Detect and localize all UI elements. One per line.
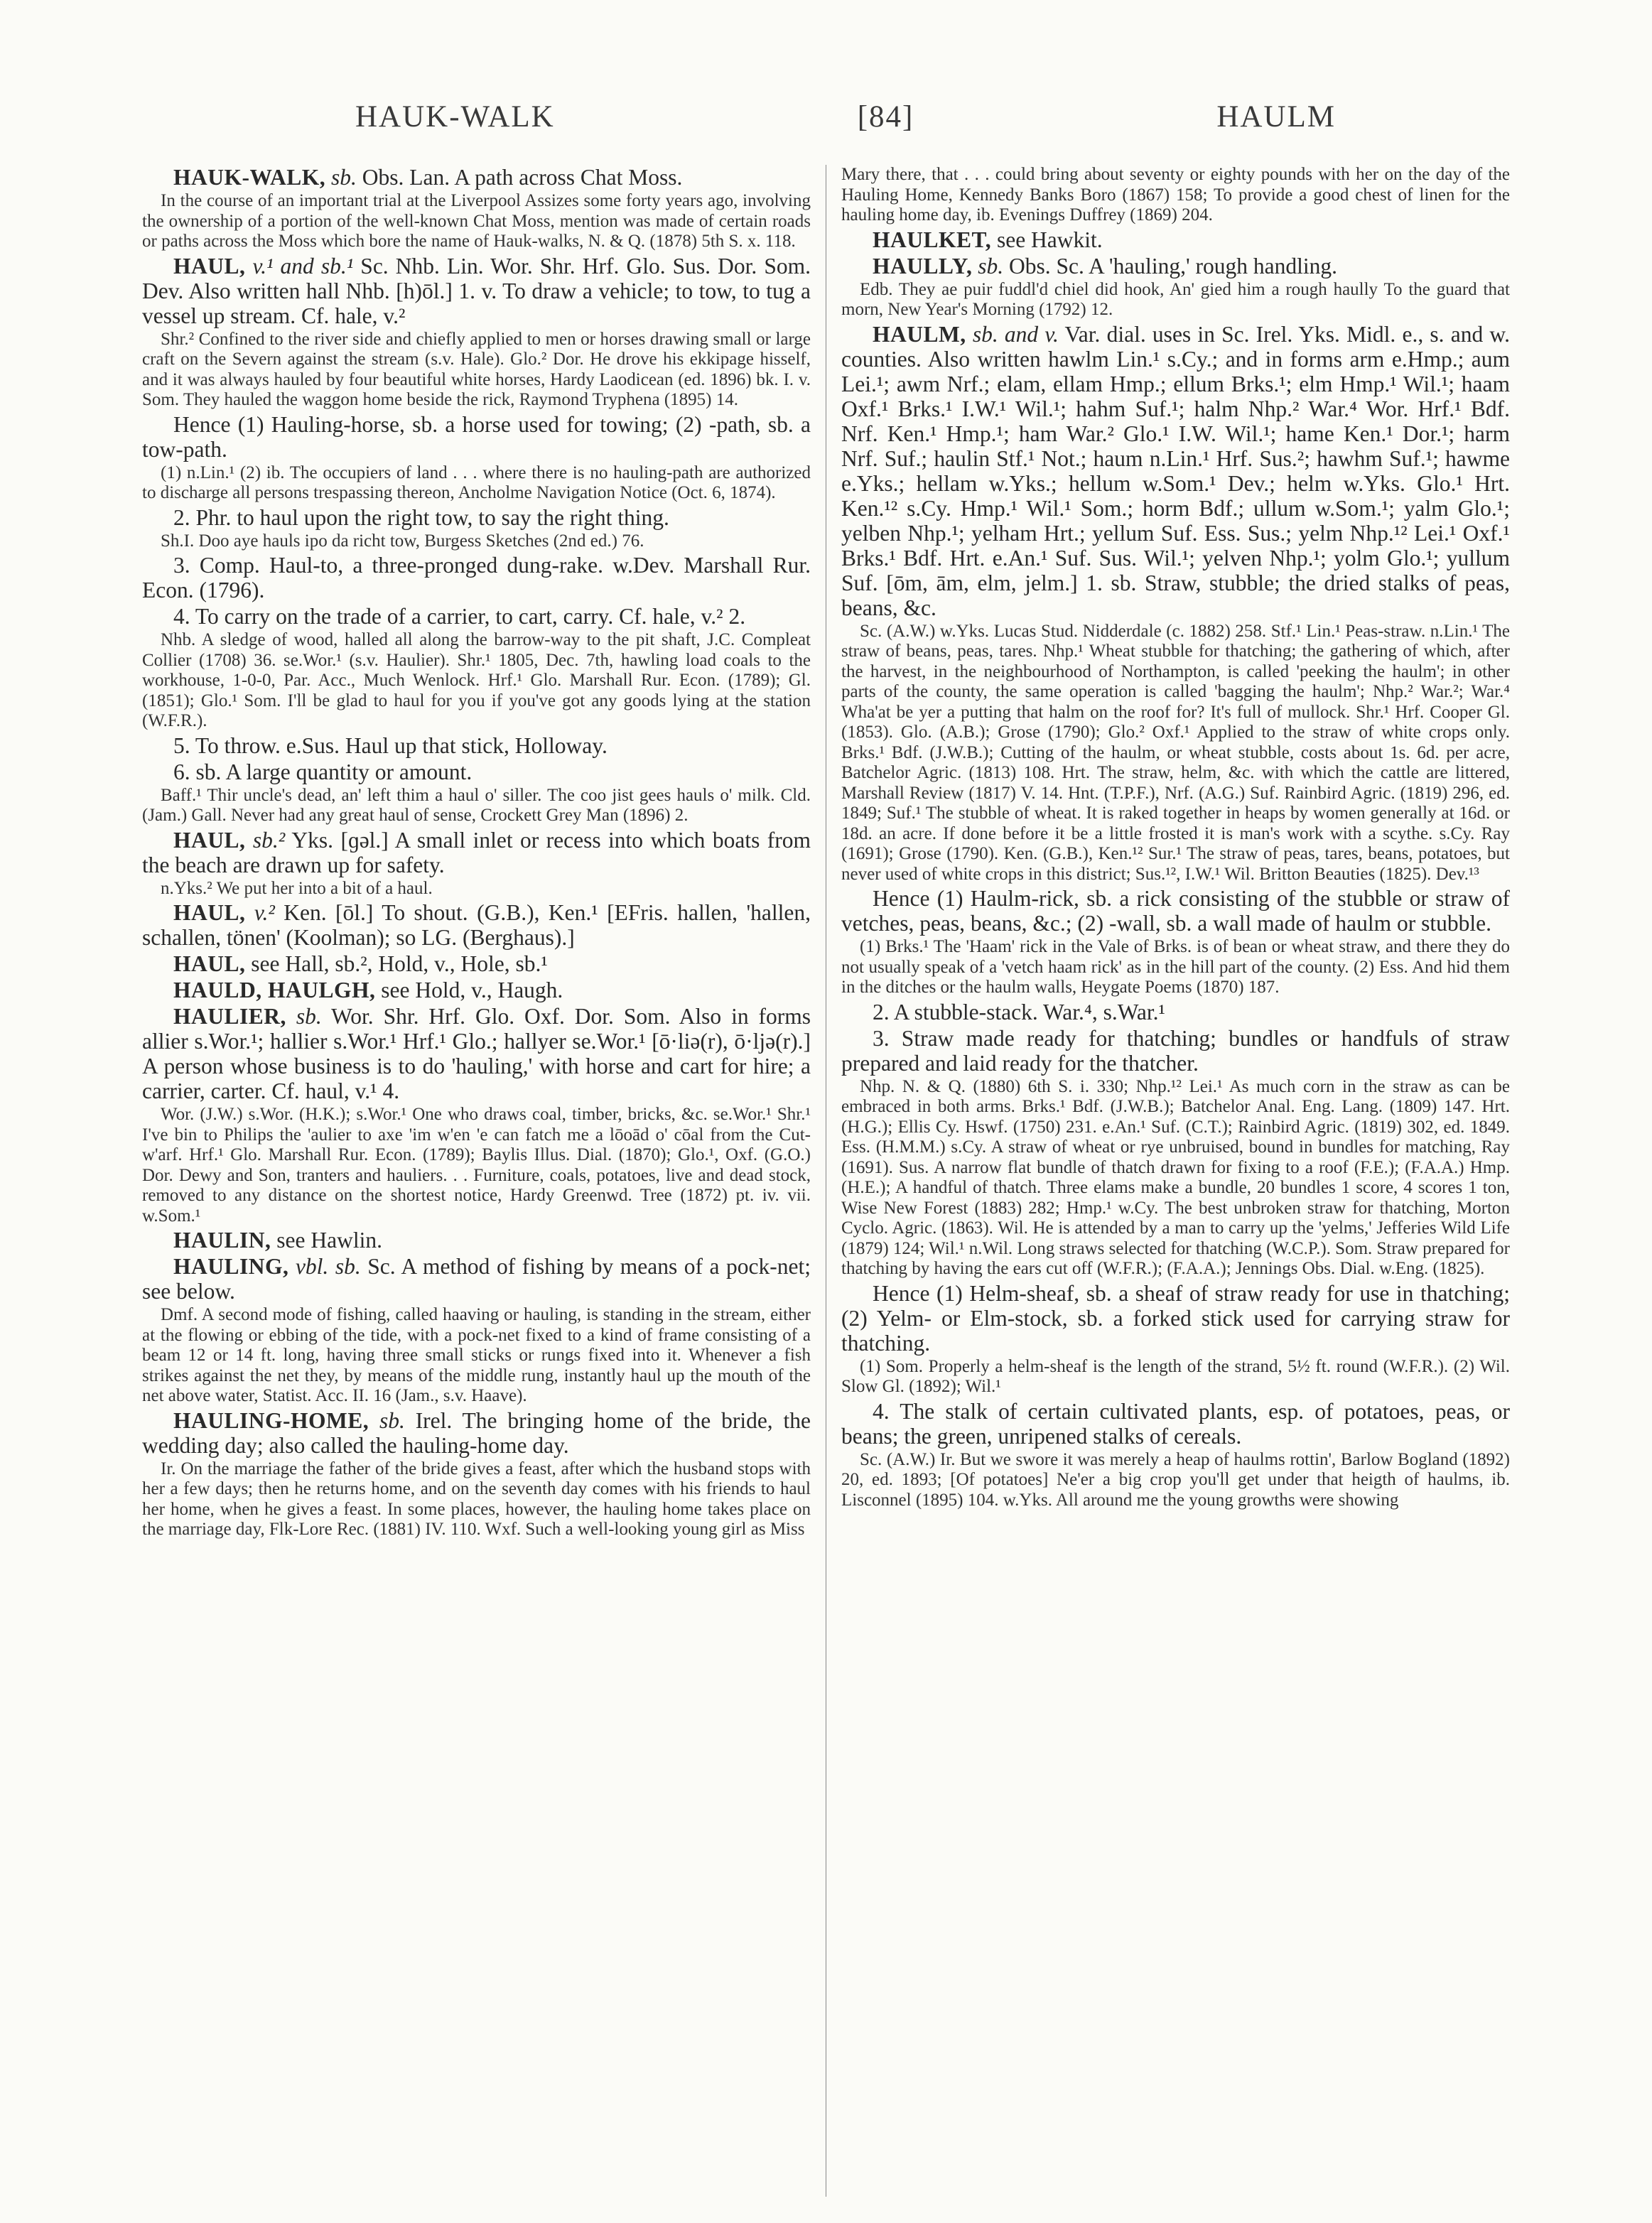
entry-definition: Obs. Lan. A path across Chat Moss. [362,165,683,190]
entry-headword: HAUL, [173,900,246,925]
page-number: [84] [857,100,914,134]
dictionary-entry [841,1000,1510,1024]
citation: Dmf. A second mode of fishing, called haaving or hauling, is standing in the stream, either at the flowing or ebbing of the tide, with a pock-net fixed to a kind of frame consisting of a beam 12 or 14 ft. long, having three small sticks or rungs fixed into it. Whenever a fish strikes against the net they, by means of the middle rung, instantly haul up the mouth of the net above water, Statist. Acc. II. 16 (Jam., s.v. Haave). [142,1305,811,1405]
entry-definition: Sc. Nhb. Lin. Wor. Shr. Hrf. Glo. Sus. Dor. Som. Dev. Also written hall Nhb. [h)ōl.] 1. v. To draw a vehicle; to tow, to tug a vessel up stream. Cf. hale, v.² [142,253,811,328]
header-right-headword: HAULM [1216,100,1336,134]
entry-definition: 4. To carry on the trade of a carrier, to cart, carry. Cf. hale, v.² 2. [173,604,746,629]
entry-part-of-speech: sb. and v. [972,321,1059,347]
left-column [142,165,811,2197]
citation: Sc. (A.W.) Ir. But we swore it was merely a heap of haulms rottin', Barlow Bogland (1892) 20, ed. 1893; [Of potatoes] Ne'er a big crop you'll get under that heigth of haulms, ib. Lisconnel (1895) 104. w.Yks. All around me the young growths were showing [841,1449,1510,1510]
entry-definition: 5. To throw. e.Sus. Haul up that stick, Holloway. [173,732,608,758]
entry-definition: Hence (1) Haulm-rick, sb. a rick consisting of the stubble or straw of vetches, peas, beans, &c.; (2) -wall, sb. a wall made of haulm or stubble. [841,886,1510,936]
dictionary-entry [841,1281,1510,1356]
entry-definition: Hence (1) Hauling-horse, sb. a horse used for towing; (2) -path, sb. a tow-path. [142,411,811,462]
entry-definition: Var. dial. uses in Sc. Irel. Yks. Midl. e., s. and w. counties. Also written hawlm Lin.¹ s.Cy.; and in forms arm e.Hmp.; aum Lei.¹; awm Nrf.; elam, ellam Hmp.; ellum Brks.¹; elm Hmp.¹ Wil.¹; haam Oxf.¹ Brks.¹ I.W.¹ Wil.¹; hahm Suf.¹; halm Nhp.² War.⁴ Wor. Hrf.¹ Bdf. Nrf. Ken.¹ Hmp.¹; ham War.² Glo.¹ I.W. Wil.¹; hame Ken.¹ Dor.¹; harm Nrf. Suf.; haulin Stf.¹ Not.; haum n.Lin.¹ Hrf. Sus.²; hawhm Suf.¹; hawme e.Yks.; hellam w.Yks.; hellum w.Som.¹ Dev.; helm w.Yks. Glo.¹ Hrt. Ken.¹² s.Cy. Hmp.¹ Wil.¹ Som.; horm Bdf.; ullum w.Som.¹; yalm Glo.¹; yelben Nhp.¹; yelham Hrt.; yellum Suf. Ess. Sus.; yelm Nhp.¹² Lei.¹ Oxf.¹ Brks.¹ Bdf. Hrt. e.An.¹ Suf. Sus. Wil.¹; yelven Nhp.¹; yolm Glo.¹; yullum Suf. [ōm, ām, elm, jelm.] 1. sb. Straw, stubble; the dried stalks of peas, beans, &c. [841,321,1510,620]
text-columns [142,165,1510,2197]
entry-headword: HAULIER, [173,1004,286,1029]
right-column [841,165,1510,2197]
entry-headword: HAUL, [173,827,246,853]
citation: Wor. (J.W.) s.Wor. (H.K.); s.Wor.¹ One who draws coal, timber, bricks, &c. se.Wor.¹ Shr.¹ I've bin to Philips the 'aulier to axe 'im w'en 'e can fatch me a lōoād o' cōal from the Cut-w'arf. Hrf.¹ Glo. Marshall Rur. Econ. (1789); Baylis Illus. Dial. (1870); Glo.¹, Oxf. (G.O.) Dor. Dewy and Son, tranters and hauliers. . . Furniture, coals, potatoes, live and dead stock, removed to any distance on the shortest notice, Hardy Greenwd. Tree (1872) pt. iv. vii. w.Som.¹ [142,1105,811,1226]
citation: Nhp. N. & Q. (1880) 6th S. i. 330; Nhp.¹² Lei.¹ As much corn in the straw as can be embraced in both arms. Brks.¹ Bdf. (J.W.B.); Batchelor Anal. Eng. Lang. (1809) 147. Hrt. (H.G.); Ellis Cy. Hswf. (1750) 231. e.An.¹ Suf. (C.T.); Rainbird Agric. (1819) 302, ed. 1849. Ess. (H.M.M.) s.Cy. A straw of wheat or rye unbruised, bound in bundles for matching, Ray (1691). Sus. A narrow flat bundle of thatch drawn for fixing to a roof (F.E.); (F.A.A.) Hmp. (H.E.); A handful of thatch. Three elams make a bundle, 20 bundles 1 score, 4 scores 1 ton, Wise New Forest (1883) 282; Hmp.¹ w.Cy. The best unbroken straw for thatching, Morton Cyclo. Agric. (1863). Wil. He is attended by a man to carry up the 'yelms,' Jefferies Wild Life (1879) 124; Wil.¹ n.Wil. Long straws selected for thatching (W.C.P.). Som. Straw prepared for thatching by having the ears cut off (W.F.R.); (F.A.A.); Jennings Obs. Dial. w.Eng. (1825). [841,1076,1510,1278]
citation: Shr.² Confined to the river side and chiefly applied to men or horses drawing small or large craft on the Severn against the stream (s.v. Hale). Glo.² Dor. He drove his ekkipage hisself, and it was always hauled by four beautiful white horses, Hardy Laodicean (ed. 1896) bk. I. v. Som. They hauled the waggon home beside the rick, Raymond Tryphena (1895) 14. [142,329,811,409]
entry-part-of-speech: v.² [254,900,275,925]
entry-definition: see Hall, sb.², Hold, v., Hole, sb.¹ [251,951,548,976]
citation: Edb. They ae puir fuddl'd chiel did hook, An' gied him a rough haully To the guard that morn, New Year's Morning (1792) 12. [841,279,1510,319]
dictionary-entry [841,886,1510,936]
entry-headword: HAULING, [173,1254,289,1279]
entry-definition: 6. sb. A large quantity or amount. [173,759,473,784]
header-left-headword: HAUK-WALK [355,100,555,134]
entry-definition: see Hawkit. [996,227,1103,252]
entry-definition: see Hold, v., Haugh. [381,978,563,1002]
citation: n.Yks.² We put her into a bit of a haul. [161,878,433,898]
entry-part-of-speech: sb. [296,1004,322,1029]
dictionary-entry [142,254,811,328]
entry-headword: HAULLY, [873,253,973,278]
entry-part-of-speech: sb. [331,165,357,190]
dictionary-entry [142,733,811,758]
entry-definition: 3. Straw made ready for thatching; bundles or handfuls of straw prepared and laid ready for the thatcher. [841,1025,1510,1076]
dictionary-entry [841,322,1510,620]
dictionary-entry [142,1254,811,1304]
entry-definition: see Hawlin. [276,1228,382,1253]
entry-definition: Ken. [ōl.] To shout. (G.B.), Ken.¹ [EFris. hallen, 'hallen, schallen, tönen' (Koolman); so LG. (Berghaus).] [142,900,811,950]
entry-definition: 2. A stubble-stack. War.⁴, s.War.¹ [873,999,1165,1024]
entry-headword: HAULKET, [873,227,992,252]
dictionary-entry [841,254,1510,278]
dictionary-entry [142,604,811,629]
citation: Sc. (A.W.) w.Yks. Lucas Stud. Nidderdale (c. 1882) 258. Stf.¹ Lin.¹ Peas-straw. n.Lin.¹ The straw of beans, peas, tares. Nhp.¹ Wheat stubble for thatching; the gathering of which, after the harvest, in the neighbourhood of Northampton, is called 'peeking the haulm'; in other parts of the county, the same operation is called 'bagging the haulm'; Nhp.² War.²; War.⁴ Wha'at be yer a putting that halm on the roof for? It's full of mullock. Shr.¹ Hrf. Cooper Gl. (1853). Glo. (A.B.); Grose (1790); Glo.² Oxf.¹ Applied to the straw of white crops only. Brks.¹ Bdf. (J.W.B.); Cutting of the haulm, or wheat stubble, costs about 1s. 6d. per acre, Batchelor Agric. (1813) 108. Hrt. The straw, helm, &c. with which the cattle are littered, Marshall Review (1817) V. 14. Hnt. (T.P.F.), Nrf. (A.G.) Suf. Rainbird Agric. (1819) 296, ed. 1849; Suf.¹ The stubble of wheat. It is raked together in heaps by women generally at 16d. or 18d. an acre. If done before it be a little frosted it is man's work with a scythe. s.Cy. Ray (1691); Grose (1790). Ken. (G.B.), Ken.¹² Sur.¹ The straw of peas, tares, beans, potatoes, but never used of white crops in this district; Sus.¹², I.W.¹ Wil. Britton Beauties (1825). Dev.¹³ [841,621,1510,884]
entry-definition: 3. Comp. Haul-to, a three-pronged dung-rake. w.Dev. Marshall Rur. Econ. (1796). [142,553,811,602]
entry-headword: HAULD, HAULGH, [173,978,376,1002]
dictionary-entry [841,1399,1510,1449]
dictionary-entry [841,227,1510,252]
entry-headword: HAULIN, [173,1228,271,1253]
dictionary-entry [142,978,811,1002]
citation: (1) Brks.¹ The 'Haam' rick in the Vale of Brks. is of bean or wheat straw, and there they do not usually speak of a 'vetch haam rick' as in the hill part of the county. (2) Ess. And hid them in the ditches or the haulm walls, Heygate Poems (1870) 187. [841,937,1510,997]
dictionary-entry [142,1408,811,1458]
entry-part-of-speech: sb. [978,253,1004,278]
dictionary-entry [142,553,811,602]
dictionary-entry [841,1026,1510,1076]
citation: Sh.I. Doo aye hauls ipo da richt tow, Burgess Sketches (2nd ed.) 76. [161,531,644,551]
entry-headword: HAULING-HOME, [173,1407,369,1433]
entry-definition: Obs. Sc. A 'hauling,' rough handling. [1009,253,1337,278]
entry-definition: Sc. A method of fishing by means of a pock-net; see below. [142,1254,811,1304]
entry-definition: Yks. [ɡəl.] A small inlet or recess into which boats from the beach are drawn up for safety. [142,827,811,877]
dictionary-entry [142,828,811,877]
entry-definition: 2. Phr. to haul upon the right tow, to say the right thing. [173,504,669,530]
citation: Baff.¹ Thir uncle's dead, an' left thim a haul o' siller. The coo jist gees hauls o' milk. Cld. (Jam.) Gall. Never had any great haul of sense, Crockett Grey Man (1896) 2. [142,785,811,825]
dictionary-entry [142,1004,811,1103]
entry-definition: Irel. The bringing home of the bride, the wedding day; also called the hauling-home day. [142,1407,811,1458]
citation: Nhb. A sledge of wood, halled all along the barrow-way to the pit shaft, J.C. Compleat Collier (1708) 36. se.Wor.¹ (s.v. Haulier). Shr.¹ 1805, Dec. 7th, hawling load coals to the workhouse, 1-0-0, Par. Acc., Much Wenlock. Hrf.¹ Glo. Marshall Rur. Econ. (1789); Gl. (1851); Glo.¹ Som. I'll be glad to haul for you if you've got any goods lying at the station (W.F.R.). [142,630,811,730]
entry-part-of-speech: sb.² [252,827,286,853]
dictionary-entry [142,412,811,462]
entry-definition: Hence (1) Helm-sheaf, sb. a sheaf of straw ready for use in thatching; (2) Yelm- or Elm-stock, sb. a forked stick used for carrying straw for thatching. [841,1280,1510,1356]
entry-headword: HAUL, [173,951,246,976]
dictionary-entry [142,505,811,530]
citation: In the course of an important trial at the Liverpool Assizes some forty years ago, involving the ownership of a portion of the well-known Chat Moss, mention was made of certain roads or paths across the Moss which bore the name of Hauk-walks, N. & Q. (1878) 5th S. x. 118. [142,191,811,251]
dictionary-entry [142,900,811,950]
entry-part-of-speech: sb. [379,1407,405,1433]
dictionary-entry [142,165,811,190]
citation: Ir. On the marriage the father of the bride gives a feast, after which the husband stops with her a few days; then he returns home, and on the seventh day comes with his friends to haul her home, when he gives a feast. In some places, however, the hauling home takes place on the marriage day, Flk-Lore Rec. (1881) IV. 110. Wxf. Such a well-looking young girl as Miss [142,1459,811,1539]
dictionary-entry [142,951,811,976]
entry-headword: HAUL, [173,253,246,278]
entry-headword: HAULM, [873,321,966,347]
entry-headword: HAUK-WALK, [173,165,326,190]
citation: (1) Som. Properly a helm-sheaf is the length of the strand, 5½ ft. round (W.F.R.). (2) Wil. Slow Gl. (1892); Wil.¹ [841,1356,1510,1396]
entry-definition: 4. The stalk of certain cultivated plants, esp. of potatoes, peas, or beans; the green, unripened stalks of cereals. [841,1398,1510,1449]
continued-citation: Mary there, that . . . could bring about seventy or eighty pounds with her on the day of the Hauling Home, Kennedy Banks Boro (1867) 158; To provide a good chest of linen for the hauling home day, ib. Evenings Duffrey (1869) 204. [841,165,1510,225]
entry-part-of-speech: vbl. sb. [295,1254,361,1279]
entry-definition: Wor. Shr. Hrf. Glo. Oxf. Dor. Som. Also in forms allier s.Wor.¹; hallier s.Wor.¹ Hrf.¹ Glo.; hallyer se.Wor.¹ [ō·liə(r), ō·ljə(r).] A person whose business is to do 'hauling,' with horse and cart for hire; a carrier, carter. Cf. haul, v.¹ 4. [142,1004,811,1103]
dictionary-entry [142,759,811,784]
citation: (1) n.Lin.¹ (2) ib. The occupiers of land . . . where there is no hauling-path are authorized to discharge all persons trespassing thereon, Ancholme Navigation Notice (Oct. 6, 1874). [142,463,811,502]
dictionary-entry [142,1228,811,1253]
running-header [355,99,1336,149]
entry-part-of-speech: v.¹ and sb.¹ [252,253,354,278]
